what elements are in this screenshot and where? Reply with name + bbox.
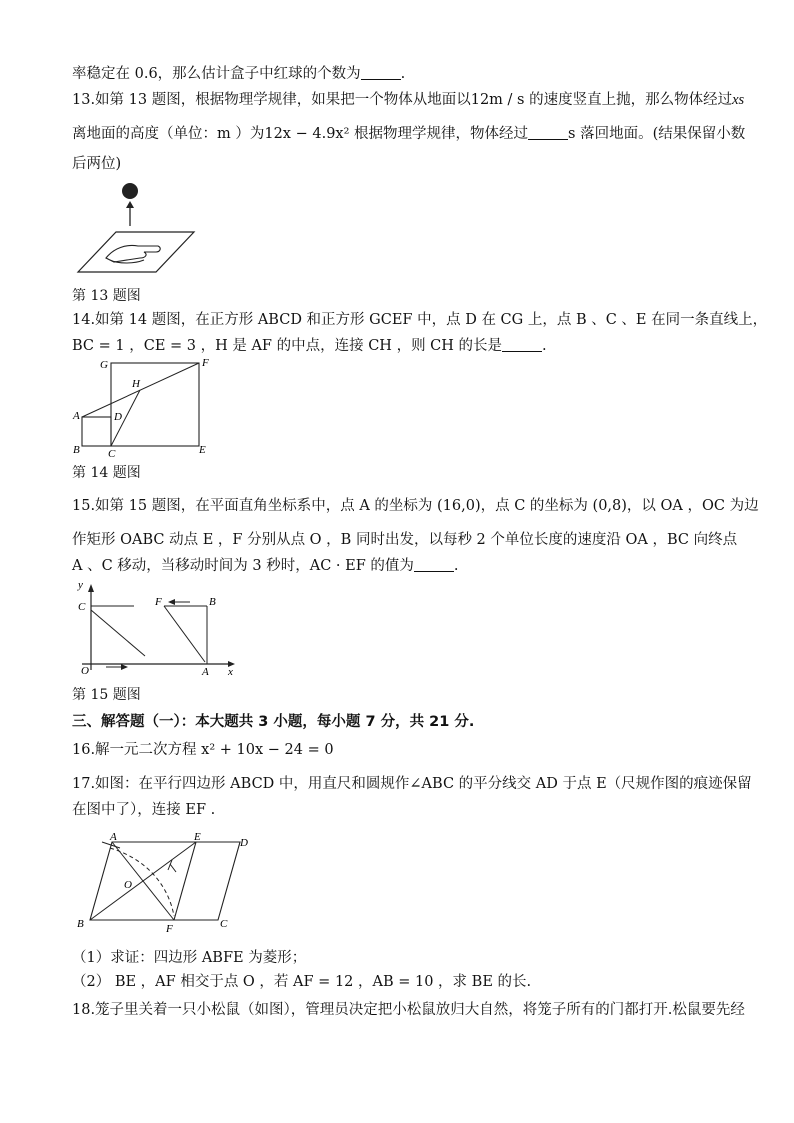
segment-af <box>112 842 174 920</box>
label-f: F <box>202 357 209 369</box>
label-a: A <box>202 666 209 678</box>
label-c: C <box>78 601 86 613</box>
label-o: O <box>81 665 89 677</box>
q14-caption: 第 14 题图 <box>72 465 141 481</box>
q17-line2-text: 在图中了），连接 EF . <box>72 802 216 818</box>
square-abcd <box>82 417 111 446</box>
q15-line2-text: 作矩形 OABC 动点 E ，F 分别从点 O ，B 同时出发，以每秒 2 个单位长度的速度沿 OA ，BC 向终点 <box>72 532 738 548</box>
label-d: D <box>240 837 248 849</box>
label-c: C <box>220 918 228 930</box>
arc-tick-1 <box>170 864 176 872</box>
q17-part2-text: （2） BE ，AF 相交于点 O ，若 AF = 12 ，AB = 10 ，求 BE 的长. <box>72 974 532 990</box>
q13-var: x <box>732 92 739 108</box>
label-h: H <box>132 378 140 390</box>
q18-text: 18.笼子里关着一只小松鼠（如图），管理员决定把小松鼠放归大自然，将笼子所有的门都打开.松鼠要先经 <box>72 1002 745 1018</box>
q12-tail <box>72 64 405 84</box>
label-b: B <box>209 596 216 608</box>
q13-unit: s <box>738 92 745 108</box>
label-b: B <box>77 918 84 930</box>
q15-caption: 第 15 题图 <box>72 687 141 703</box>
q17-line1-text: 17.如图：在平行四边形 ABCD 中，用直尺和圆规作∠ABC 的平分线交 AD 于点 E（尺规作图的痕迹保留 <box>72 776 752 792</box>
label-g: G <box>100 359 108 371</box>
q13-line1 <box>72 90 744 110</box>
label-b: B <box>73 444 80 456</box>
y-arrow <box>88 584 94 592</box>
q13-line3-text: 后两位) <box>72 156 122 172</box>
q15-end: . <box>453 558 459 574</box>
q13-line2b: s 落回地面。(结果保留小数 <box>568 126 746 142</box>
q15-line2 <box>72 530 737 550</box>
q13-line1-text: 13.如第 13 题图，根据物理学规律，如果把一个物体从地面以12m / s 的速度竖直上抛，那么物体经过 <box>72 92 733 108</box>
q14-figure <box>70 355 220 460</box>
q15-blank <box>414 557 454 572</box>
q13-figure <box>74 180 204 280</box>
arrow-head <box>126 201 134 208</box>
q12-text: 率稳定在 0.6，那么估计盒子中红球的个数为 <box>72 66 361 82</box>
q13-line2a: 离地面的高度（单位：m ）为 <box>72 126 265 142</box>
segment-af <box>82 363 199 417</box>
label-f: F <box>166 923 173 935</box>
ground-plane <box>78 232 194 272</box>
q17-part1-text: （1）求证：四边形 ABFE 为菱形； <box>72 950 307 966</box>
q14-line1 <box>72 310 767 330</box>
ball <box>122 183 138 199</box>
arrow-f-head <box>168 599 175 605</box>
label-x: x <box>228 666 233 678</box>
label-y: y <box>78 579 83 591</box>
q17-part1 <box>72 948 306 968</box>
q14-line2-text: BC = 1 ，CE = 3 ，H 是 AF 的中点，连接 CH ，则 CH 的长是 <box>72 338 503 354</box>
q17-line1 <box>72 774 752 794</box>
q16-text: 16.解一元二次方程 x² + 10x − 24 = 0 <box>72 742 334 758</box>
q15-line3 <box>72 556 458 576</box>
q14-blank <box>502 337 542 352</box>
hand <box>106 246 160 264</box>
label-a: A <box>110 831 117 843</box>
q13-expr: 12x − 4.9x² 根据物理学规律，物体经过 <box>264 126 529 142</box>
q17-part2 <box>72 972 531 992</box>
q16 <box>72 740 334 760</box>
q17-line2 <box>72 800 215 820</box>
q13-line3 <box>72 154 121 174</box>
label-c: C <box>108 448 116 460</box>
section-heading: 三、解答题（一）：本大题共 3 小题，每小题 7 分，共 21 分. <box>72 714 475 730</box>
q15-line1 <box>72 496 759 516</box>
q15-line1-text: 15.如第 15 题图，在平面直角坐标系中，点 A 的坐标为 (16,0)，点 C 的坐标为 (0,8)，以 OA ，OC 为边 <box>72 498 759 514</box>
label-o: O <box>124 879 132 891</box>
segment-f-diag <box>164 606 205 662</box>
label-a: A <box>73 410 80 422</box>
q14-line2 <box>72 336 547 356</box>
q14-end: . <box>542 338 547 354</box>
q13-caption: 第 13 题图 <box>72 288 141 304</box>
q13-blank <box>528 125 568 140</box>
q15-figure <box>72 578 242 678</box>
label-e: E <box>194 831 201 843</box>
segment-ef <box>174 842 196 920</box>
label-e: E <box>199 444 206 456</box>
q18 <box>72 1000 745 1020</box>
q12-blank <box>361 65 401 80</box>
label-f: F <box>155 596 162 608</box>
q15-line3-text: A 、C 移动，当移动时间为 3 秒时，AC · EF 的值为 <box>72 558 414 574</box>
arrow-e-head <box>121 664 128 670</box>
label-d: D <box>114 411 122 423</box>
q17-figure <box>72 828 257 938</box>
q14-line1-text: 14.如第 14 题图，在正方形 ABCD 和正方形 GCEF 中，点 D 在 CG 上，点 B 、C 、E 在同一条直线上， <box>72 312 768 328</box>
q12-end: . <box>400 66 406 82</box>
q13-line2 <box>72 124 745 144</box>
segment-c-diag <box>91 610 145 656</box>
square-gcef <box>111 363 199 446</box>
